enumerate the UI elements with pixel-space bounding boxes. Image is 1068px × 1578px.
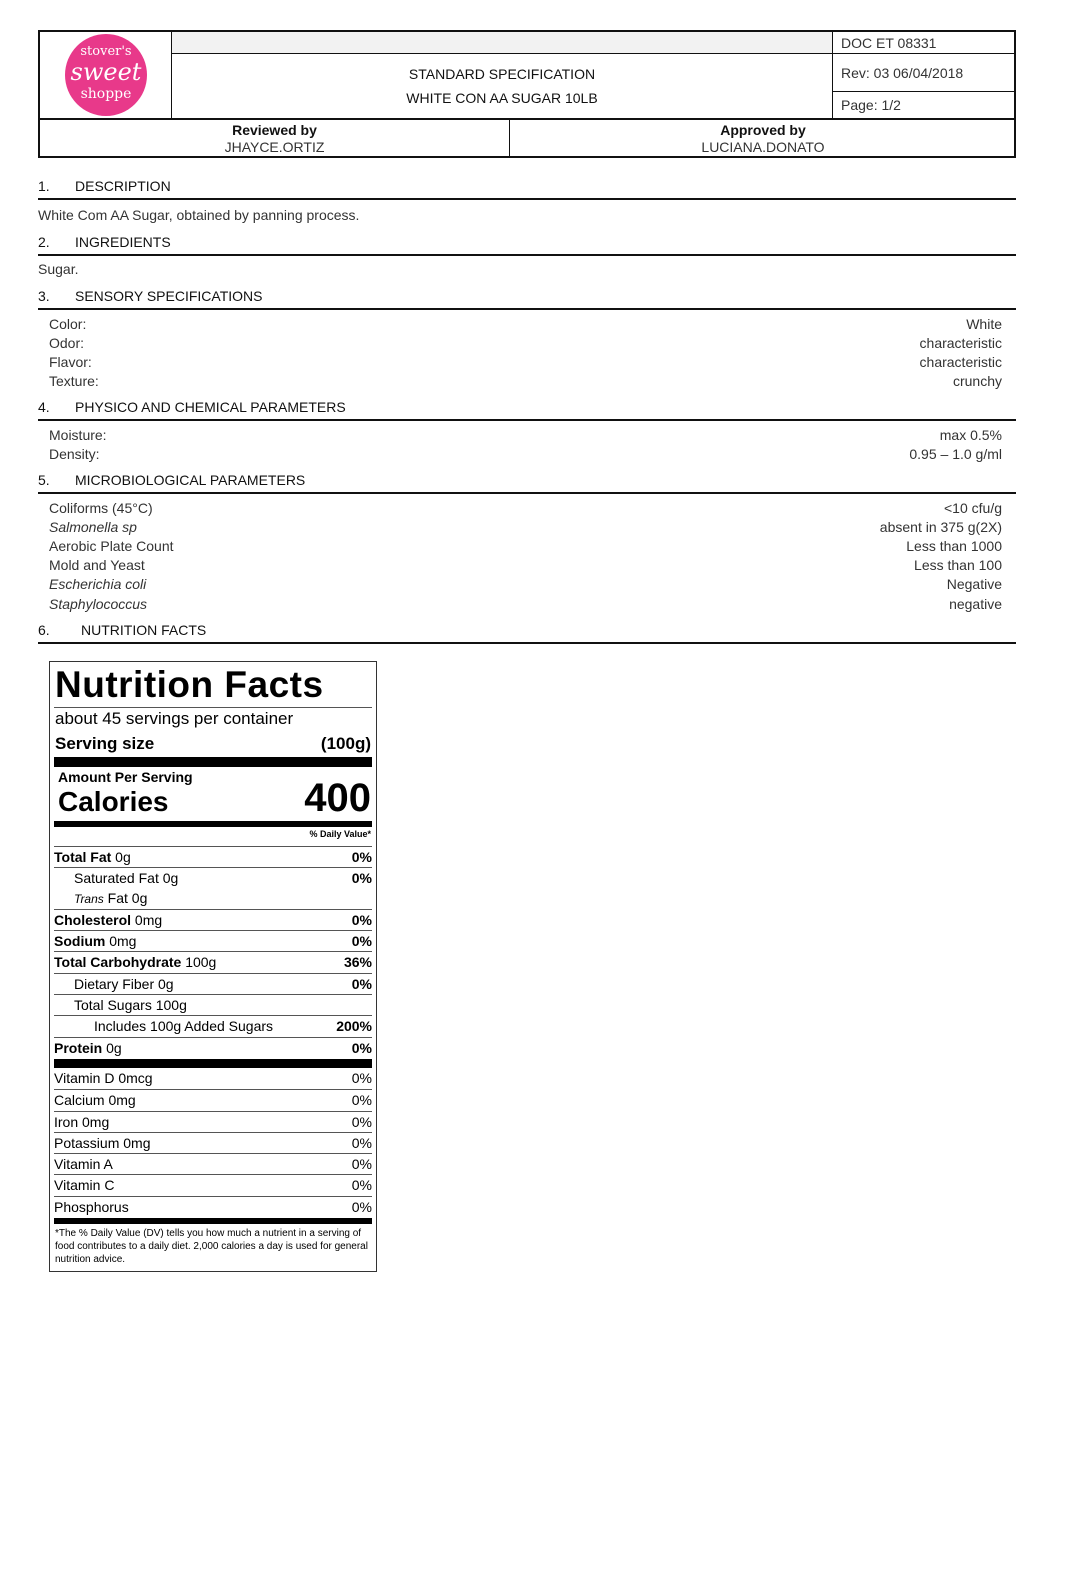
- thick-divider: [54, 757, 372, 767]
- spec-row: Aerobic Plate Count Less than 1000: [49, 538, 1002, 554]
- document-header: [38, 30, 1016, 158]
- section-micro-heading: 5. MICROBIOLOGICAL PARAMETERS: [38, 470, 1016, 494]
- title-top-bar: [172, 32, 832, 54]
- amount-per-serving: Amount Per Serving: [58, 769, 193, 785]
- daily-value-header: % Daily Value*: [309, 829, 371, 839]
- nutrient-row: Vitamin C 0%: [54, 1174, 372, 1195]
- description-text: White Com AA Sugar, obtained by panning process.: [38, 207, 360, 223]
- nutrient-row: Vitamin A 0%: [54, 1153, 372, 1174]
- nutrient-row: Calcium 0mg 0%: [54, 1089, 372, 1110]
- calories-value: 400: [304, 776, 371, 820]
- spec-row: Texture: crunchy: [49, 373, 1002, 389]
- section-nutrition-heading: 6. NUTRITION FACTS: [38, 620, 1016, 644]
- nutrient-row: Cholesterol 0mg 0%: [54, 909, 372, 930]
- approved-label: Approved by: [720, 122, 806, 138]
- spec-row: Density: 0.95 – 1.0 g/ml: [49, 446, 1002, 462]
- daily-value-footnote: *The % Daily Value (DV) tells you how much a nutrient in a serving of food contributes to a daily diet. 2,000 calories a day is used for general nutrition advice.: [55, 1228, 368, 1265]
- doc-number: DOC ET 08331: [833, 32, 1016, 54]
- serving-size-value: (100g): [320, 734, 371, 753]
- serving-size-label: Serving size: [55, 734, 155, 753]
- title-line-2: WHITE CON AA SUGAR 10LB: [406, 90, 598, 106]
- nutrient-row: Includes 100g Added Sugars 200%: [54, 1015, 372, 1036]
- thick-divider: [54, 1218, 372, 1224]
- section-physico-heading: 4. PHYSICO AND CHEMICAL PARAMETERS: [38, 397, 1016, 421]
- nutrient-row: Sodium 0mg 0%: [54, 930, 372, 951]
- document-meta: [832, 32, 1016, 118]
- nutrient-row: Iron 0mg 0%: [54, 1111, 372, 1132]
- section-description-heading: 1. DESCRIPTION: [38, 176, 1016, 200]
- reviewer-name: JHAYCE.ORTIZ: [224, 139, 325, 155]
- spec-row: Moisture: max 0.5%: [49, 427, 1002, 443]
- nutrition-facts-label: [49, 661, 377, 1272]
- revision: Rev: 03 06/04/2018: [833, 54, 1016, 92]
- spec-row: Odor: characteristic: [49, 335, 1002, 351]
- nutrient-row: Total Fat 0g 0%: [54, 846, 372, 867]
- thick-divider: [54, 821, 372, 827]
- spec-row: Staphylococcus negative: [49, 596, 1002, 612]
- logo-cell: [40, 32, 172, 118]
- ingredients-text: Sugar.: [38, 261, 79, 277]
- spec-row: Coliforms (45°C) <10 cfu/g: [49, 500, 1002, 516]
- nutrient-row: Phosphorus 0%: [54, 1196, 372, 1217]
- thick-divider: [54, 1059, 372, 1068]
- nutrient-row: Vitamin D 0mcg 0%: [54, 1070, 372, 1086]
- nutrient-row: Protein 0g 0%: [54, 1037, 372, 1058]
- reviewed-by: [40, 120, 510, 158]
- nutrient-row: Trans Fat 0g: [74, 890, 148, 906]
- nutrient-row: Dietary Fiber 0g 0%: [54, 973, 372, 994]
- nutrient-row: Potassium 0mg 0%: [54, 1132, 372, 1153]
- nutrition-title: Nutrition Facts: [55, 664, 324, 705]
- servings-per-container: about 45 servings per container: [55, 709, 294, 728]
- page-number: Page: 1/2: [841, 97, 901, 113]
- divider: [54, 707, 372, 708]
- spec-row: Mold and Yeast Less than 100: [49, 557, 1002, 573]
- spec-row: Escherichia coli Negative: [49, 576, 1002, 592]
- reviewed-label: Reviewed by: [232, 122, 317, 138]
- spec-row: Salmonella sp absent in 375 g(2X): [49, 519, 1002, 535]
- nutrient-row: Total Sugars 100g: [54, 994, 372, 1015]
- section-sensory-heading: 3. SENSORY SPECIFICATIONS: [38, 286, 1016, 310]
- title-line-1: STANDARD SPECIFICATION: [408, 66, 596, 82]
- spec-row: Flavor: characteristic: [49, 354, 1002, 370]
- approved-by: [510, 120, 1016, 158]
- brand-logo: stover's sweet shoppe: [65, 34, 147, 116]
- section-ingredients-heading: 2. INGREDIENTS: [38, 232, 1016, 256]
- nutrient-row: Saturated Fat 0g 0%: [54, 867, 372, 888]
- signature-row: [40, 118, 1016, 158]
- nutrient-row: Total Carbohydrate 100g 36%: [54, 951, 372, 972]
- approver-name: LUCIANA.DONATO: [701, 139, 825, 155]
- calories-label: Calories: [58, 786, 169, 817]
- document-title: [172, 54, 832, 118]
- spec-row: Color: White: [49, 316, 1002, 332]
